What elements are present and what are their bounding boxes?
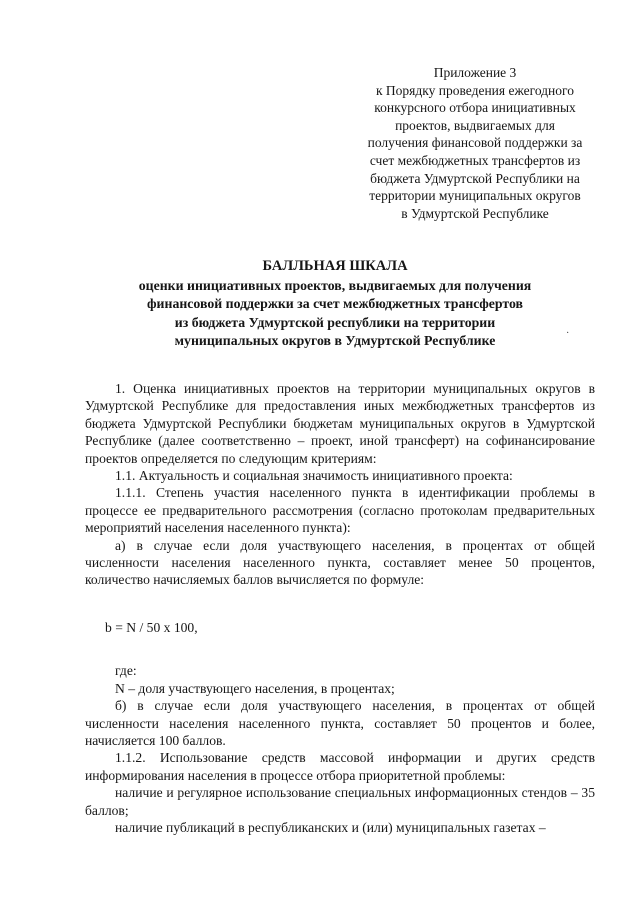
paragraph-1-1: 1.1. Актуальность и социальная значимость инициативного проекта:	[115, 468, 513, 484]
variable-definition: N – доля участвующего населения, в процентах;	[115, 680, 395, 696]
appendix-line: счет межбюджетных трансфертов из	[369, 152, 581, 168]
appendix-line: к Порядку проведения ежегодного	[376, 82, 574, 98]
paragraph-a: а) в случае если доля участвующего населения, в процентах от общей численности населения населенного пункта, составляет менее 50 процентов, количество начисляемых баллов вычисляется по формуле:	[85, 537, 595, 588]
title-line: муниципальных округов в Удмуртской Республике	[174, 332, 496, 348]
document-title	[95, 257, 575, 350]
scan-speck: ·	[566, 328, 570, 339]
appendix-line: получения финансовой поддержки за	[367, 135, 583, 151]
formula: b = N / 50 x 100,	[105, 619, 198, 635]
title-line: из бюджета Удмуртской республики на территории	[174, 314, 496, 330]
criterion-stands: наличие и регулярное использование специальных информационных стендов – 35 баллов;	[85, 785, 595, 818]
where-label: где:	[115, 663, 137, 679]
appendix-line: Приложение 3	[433, 65, 517, 80]
paragraph-b: б) в случае если доля участвующего населения, в процентах от общей численности населения населенного пункта, составляет 50 процентов и более, начисляется 100 баллов.	[85, 698, 595, 748]
paragraph-1: 1. Оценка инициативных проектов на территории муниципальных округов в Удмуртской Республике для предоставления иных межбюджетных трансфертов из бюджета Удмуртской Республики бюджетам муниципальных округов в Удмуртской Республике (далее соответственно – проект, иной трансферт) на софинансирование проектов определяется по следующим критериям:	[85, 381, 595, 466]
appendix-line: территории муниципальных округов	[369, 188, 581, 204]
document-body	[85, 380, 595, 836]
title-line: финансовой поддержки за счет межбюджетных трансфертов	[147, 296, 523, 312]
appendix-line: в Удмуртской Республике	[401, 205, 549, 221]
paragraph-1-1-1: 1.1.1. Степень участия населенного пункта в идентификации проблемы в процессе ее предварительного рассмотрения (согласно протоколам предварительных мероприятий населения населенного пункта):	[85, 485, 595, 536]
appendix-header	[340, 64, 610, 222]
title-line: оценки инициативных проектов, выдвигаемых для получения	[138, 278, 532, 293]
appendix-line: бюджета Удмуртской Республики на	[370, 170, 580, 186]
appendix-line: конкурсного отбора инициативных	[374, 100, 576, 116]
title-main: БАЛЛЬНАЯ ШКАЛА	[262, 258, 408, 274]
criterion-publications: наличие публикаций в республиканских и (или) муниципальных газетах –	[115, 819, 546, 835]
paragraph-1-1-2: 1.1.2. Использование средств массовой информации и других средств информирования населения в процессе отбора приоритетной проблемы:	[85, 750, 595, 783]
appendix-line: проектов, выдвигаемых для	[395, 117, 555, 133]
